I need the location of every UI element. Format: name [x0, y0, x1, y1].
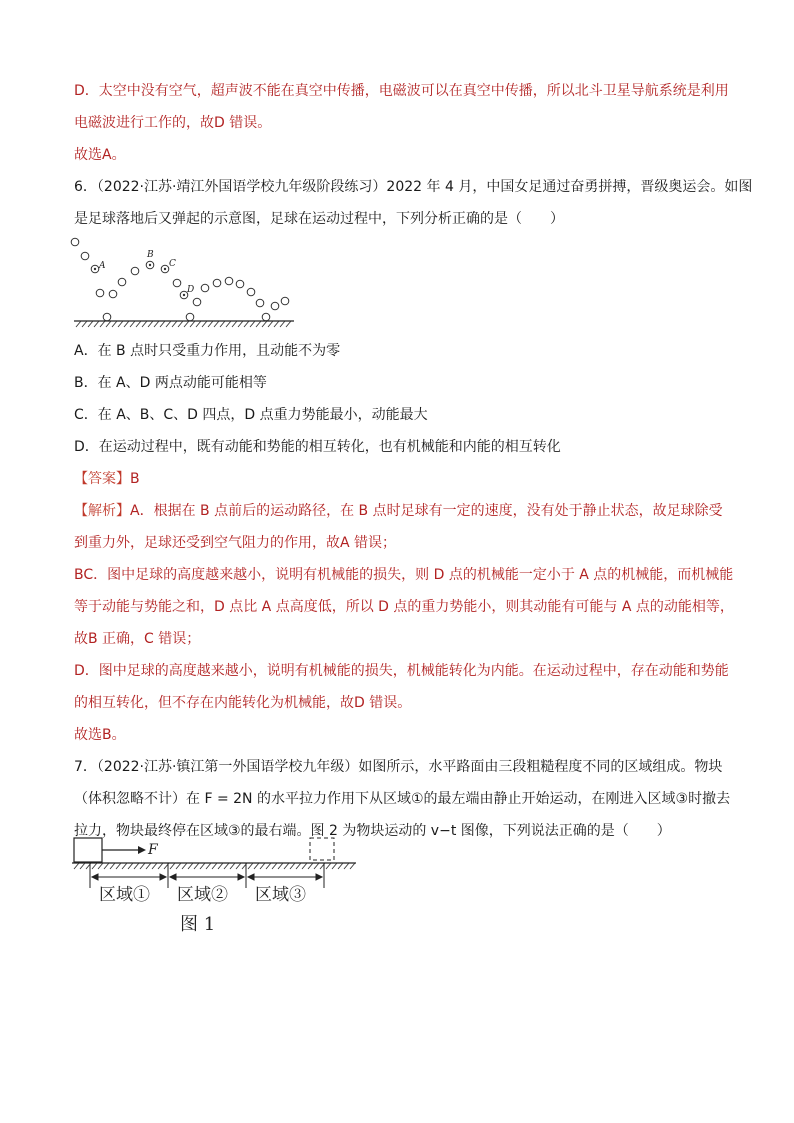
q6-choose: 故选B。 [74, 727, 126, 743]
label-c: C [169, 259, 176, 269]
q6-analysis-d-line2: 的相互转化，但不存在内能转化为机械能，故D 错误。 [74, 695, 412, 711]
q7-stem-line2: （体积忽略不计）在 F = 2N 的水平拉力作用下从区域①的最左端由静止开始运动，在刚进入区域③时撤去 [74, 791, 731, 807]
q6-analysis-bc-line2: 等于动能与势能之和，D 点比 A 点高度低，所以 D 点的重力势能小，则其动能有可能与 A 点的动能相等， [74, 599, 734, 615]
prev-choose: 故选A。 [74, 147, 126, 163]
ball [213, 279, 221, 287]
ball [247, 288, 255, 296]
q7-figure-1 [66, 832, 366, 942]
ball [281, 297, 289, 305]
ball [173, 279, 181, 287]
ball [262, 313, 270, 321]
analysis-a-text: A．根据在 B 点前后的运动路径，在 B 点时足球有一定的速度，没有处于静止状态，故足球除受 [130, 503, 723, 519]
ball [193, 298, 201, 306]
prev-option-d-line1: D．太空中没有空气，超声波不能在真空中传播，电磁波可以在真空中传播，所以北斗卫星导航系统是利用 [74, 83, 729, 99]
ball [131, 267, 139, 275]
ball [271, 302, 279, 310]
label-a: A [99, 261, 106, 271]
force-label: F [148, 842, 158, 858]
analysis-label: 【解析】 [74, 503, 130, 519]
block [74, 838, 102, 862]
q6-answer [74, 469, 140, 489]
q6-stem-line1: 6．（2022·江苏·靖江外国语学校九年级阶段练习）2022 年 4 月，中国女足通过奋勇拼搏，晋级奥运会。如图 [74, 179, 753, 195]
answer-value: B [130, 471, 140, 487]
q6-analysis-a-line1 [74, 501, 723, 521]
q6-analysis-a-line2: 到重力外，足球还受到空气阻力的作用，故A 错误； [74, 535, 397, 551]
q6-analysis-bc-line1: BC．图中足球的高度越来越小，说明有机械能的损失，则 D 点的机械能一定小于 A 点的机械能，而机械能 [74, 567, 734, 583]
ball [103, 313, 111, 321]
label-d: D [187, 285, 195, 295]
ball [236, 280, 244, 288]
ball [256, 299, 264, 307]
label-b: B [147, 250, 154, 260]
q6-option-d: D．在运动过程中，既有动能和势能的相互转化，也有机械能和内能的相互转化 [74, 439, 561, 455]
figure-caption: 图 1 [180, 914, 216, 935]
ball [81, 252, 89, 260]
q6-option-c: C．在 A、B、C、D 四点，D 点重力势能最小，动能最大 [74, 407, 428, 423]
ball [71, 238, 79, 246]
zone-1-label: 区域① [99, 885, 150, 905]
ball [109, 290, 117, 298]
answer-label: 【答案】 [74, 471, 130, 487]
ball [186, 313, 194, 321]
q7-stem-line3: 拉力，物块最终停在区域③的最右端。图 2 为物块运动的 v−t 图像，下列说法正确的是（ ） [74, 823, 671, 839]
ball [201, 284, 209, 292]
ball [96, 289, 104, 297]
q6-analysis-d-line1: D．图中足球的高度越来越小，说明有机械能的损失，机械能转化为内能。在运动过程中，存在动能和势能 [74, 663, 729, 679]
q6-stem-line2: 是足球落地后又弹起的示意图，足球在运动过程中，下列分析正确的是（ ） [74, 211, 564, 227]
q6-option-b: B．在 A、D 两点动能可能相等 [74, 375, 267, 391]
block-final [310, 838, 334, 860]
ball [225, 277, 233, 285]
zone-3-label: 区域③ [255, 885, 306, 905]
q6-ball-bounce-figure [66, 232, 306, 332]
zone-2-label: 区域② [177, 885, 228, 905]
q6-analysis-bc-line3: 故B 正确，C 错误； [74, 631, 201, 647]
q7-stem-line1: 7．（2022·江苏·镇江第一外国语学校九年级）如图所示，水平路面由三段粗糙程度不同的区域组成。物块 [74, 759, 723, 775]
ball [118, 278, 126, 286]
prev-option-d-line2: 电磁波进行工作的，故D 错误。 [74, 115, 272, 131]
q6-option-a: A．在 B 点时只受重力作用，且动能不为零 [74, 343, 341, 359]
